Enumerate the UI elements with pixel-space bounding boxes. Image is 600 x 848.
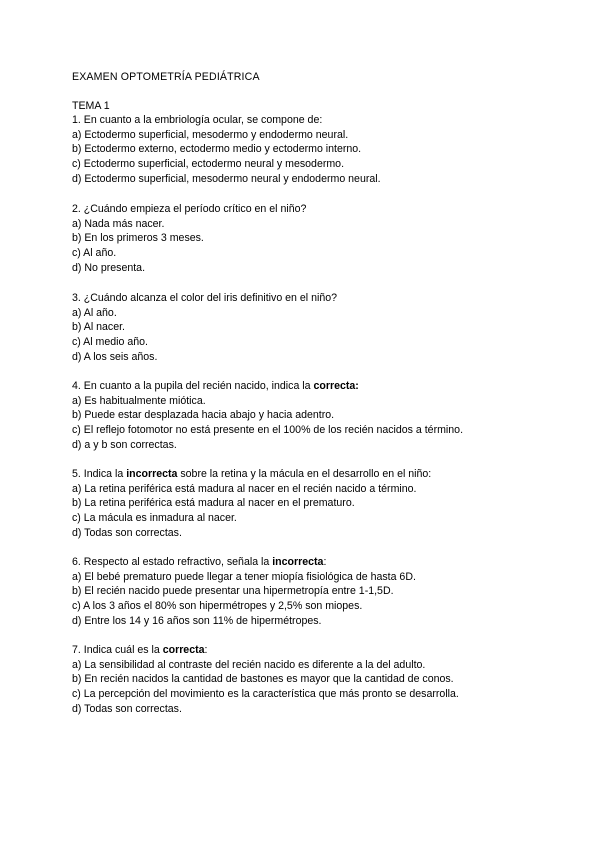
option-a: a) La sensibilidad al contraste del recién nacido es diferente a la del adulto. (72, 658, 426, 671)
document-title: EXAMEN OPTOMETRÍA PEDIÁTRICA (72, 71, 260, 83)
option-c: c) Ectodermo superficial, ectodermo neural y mesodermo. (72, 158, 345, 171)
question-6 (72, 555, 542, 628)
question-7 (72, 643, 542, 716)
option-a: a) El bebé prematuro puede llegar a tener miopía fisiológica de hasta 6D. (72, 570, 416, 583)
option-d: d) Entre los 14 y 16 años son 11% de hipermétropes. (72, 614, 322, 627)
option-c: c) La mácula es inmadura al nacer. (72, 512, 237, 525)
option-b: b) Al nacer. (72, 321, 125, 334)
option-d: d) a y b son correctas. (72, 438, 177, 451)
option-d: d) A los seis años. (72, 350, 158, 363)
question-3 (72, 291, 542, 364)
option-b: b) El recién nacido puede presentar una hipermetropía entre 1-1,5D. (72, 585, 394, 598)
question-stem: 4. En cuanto a la pupila del recién nacido, indica la correcta: (72, 380, 359, 392)
option-b: b) Puede estar desplazada hacia abajo y hacia adentro. (72, 409, 335, 422)
option-d: d) No presenta. (72, 261, 146, 274)
option-a: a) La retina periférica está madura al nacer en el recién nacido a término. (72, 482, 417, 495)
question-stem: 3. ¿Cuándo alcanza el color del iris definitivo en el niño? (72, 292, 337, 304)
question-2 (72, 202, 542, 275)
question-5 (72, 467, 542, 540)
question-4 (72, 379, 542, 452)
option-a: a) Al año. (72, 306, 117, 319)
option-b: b) La retina periférica está madura al nacer en el prematuro. (72, 497, 355, 510)
option-c: c) A los 3 años el 80% son hipermétropes y 2,5% son miopes. (72, 600, 363, 613)
question-1 (72, 113, 542, 186)
question-stem: 5. Indica la incorrecta sobre la retina y la mácula en el desarrollo en el niño: (72, 468, 432, 480)
option-b: b) En los primeros 3 meses. (72, 232, 204, 245)
option-d: d) Ectodermo superficial, mesodermo neural y endodermo neural. (72, 172, 381, 185)
option-c: c) La percepción del movimiento es la característica que más pronto se desarrolla. (72, 688, 459, 701)
question-stem: 7. Indica cuál es la correcta: (72, 644, 208, 656)
section-heading: TEMA 1 (72, 100, 110, 112)
option-d: d) Todas son correctas. (72, 702, 182, 715)
question-stem: 2. ¿Cuándo empieza el período crítico en el niño? (72, 203, 307, 215)
option-c: c) Al año. (72, 247, 117, 260)
option-a: a) Ectodermo superficial, mesodermo y endodermo neural. (72, 128, 349, 141)
option-a: a) Es habitualmente miótica. (72, 394, 206, 407)
option-a: a) Nada más nacer. (72, 217, 165, 230)
option-b: b) En recién nacidos la cantidad de bastones es mayor que la cantidad de conos. (72, 673, 454, 686)
option-c: c) Al medio año. (72, 336, 148, 349)
option-d: d) Todas son correctas. (72, 526, 182, 539)
question-stem: 6. Respecto al estado refractivo, señala la incorrecta: (72, 556, 327, 568)
option-b: b) Ectodermo externo, ectodermo medio y ectodermo interno. (72, 143, 362, 156)
option-c: c) El reflejo fotomotor no está presente en el 100% de los recién nacidos a término. (72, 424, 464, 437)
question-stem: 1. En cuanto a la embriología ocular, se compone de: (72, 114, 323, 126)
